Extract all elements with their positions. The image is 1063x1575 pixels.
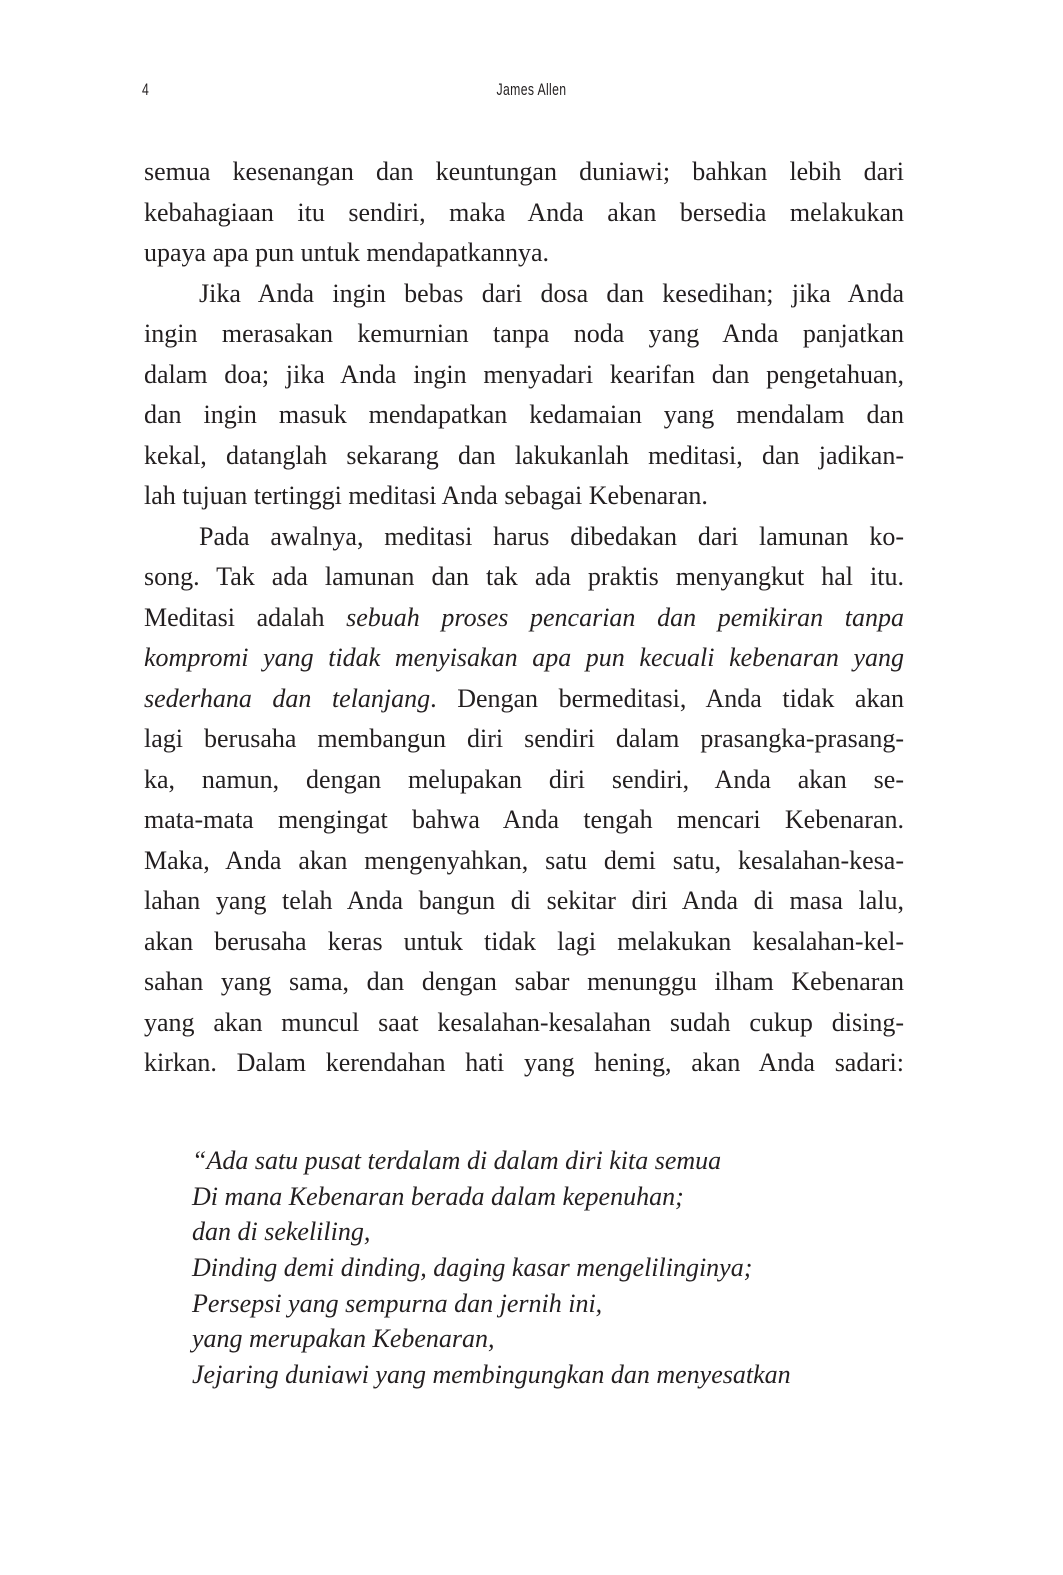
poem-line: Di mana Kebenaran berada dalam kepenuhan; (192, 1181, 684, 1211)
text-run: . Dengan bermeditasi, Anda tidak akan (430, 683, 904, 713)
poem-line: Dinding demi dinding, daging kasar mengelilinginya; (192, 1253, 753, 1283)
text-run: Meditasi adalah (144, 602, 347, 632)
text-line: lagi berusaha membangun diri sendiri dalam prasangka-prasang- (144, 724, 904, 753)
text-line (144, 679, 904, 720)
emphasis-text: kompromi yang tidak menyisakan apa pun kecuali kebenaran yang (144, 643, 904, 672)
text-line: kirkan. Dalam kerendahan hati yang hening, akan Anda sadari: (144, 1048, 904, 1077)
text-line: ka, namun, dengan melupakan diri sendiri, Anda akan se- (144, 764, 904, 794)
text-line (144, 638, 904, 679)
poem-line: Jejaring duniawi yang membingungkan dan menyesatkan (192, 1360, 791, 1390)
text-line: Jika Anda ingin bebas dari dosa dan kesedihan; jika Anda (199, 278, 904, 308)
poem-quote (192, 1143, 892, 1393)
text-line: kekal, datanglah sekarang dan lakukanlah meditasi, dan jadikan- (144, 440, 904, 470)
text-line: song. Tak ada lamunan dan tak ada praktis menyangkut hal itu. (144, 562, 904, 591)
page-number: 4 (142, 80, 150, 99)
text-line: ingin merasakan kemurnian tanpa noda yang Anda panjatkan (144, 319, 904, 348)
text-line: lah tujuan tertinggi meditasi Anda sebagai Kebenaran. (144, 481, 708, 510)
running-head-author: James Allen (496, 80, 567, 99)
text-line: yang akan muncul saat kesalahan-kesalahan sudah cukup dising- (144, 1007, 904, 1037)
text-line: dalam doa; jika Anda ingin menyadari kearifan dan pengetahuan, (144, 359, 904, 389)
text-line: dan ingin masuk mendapatkan kedamaian yang mendalam dan (144, 400, 904, 429)
page-header (0, 80, 1063, 104)
text-line: lahan yang telah Anda bangun di sekitar diri Anda di masa lalu, (144, 886, 904, 915)
body-text (144, 152, 904, 1084)
text-line: semua kesenangan dan keuntungan duniawi; bahkan lebih dari (144, 157, 904, 186)
emphasis-text: sebuah proses pencarian dan pemikiran tanpa (346, 602, 904, 632)
text-line: sahan yang sama, dan dengan sabar menunggu ilham Kebenaran (144, 967, 904, 996)
text-line: Maka, Anda akan mengenyahkan, satu demi satu, kesalahan-kesa- (144, 845, 904, 875)
emphasis-text: sederhana dan telanjang (144, 683, 431, 713)
text-line: kebahagiaan itu sendiri, maka Anda akan bersedia melakukan (144, 197, 904, 227)
poem-line: “Ada satu pusat terdalam di dalam diri kita semua (192, 1146, 722, 1175)
text-line: Pada awalnya, meditasi harus dibedakan dari lamunan ko- (199, 521, 904, 551)
text-line: akan berusaha keras untuk tidak lagi melakukan kesalahan-kel- (144, 926, 904, 956)
poem-line: dan di sekeliling, (192, 1217, 371, 1247)
text-line: upaya apa pun untuk mendapatkannya. (144, 238, 550, 267)
poem-line: Persepsi yang sempurna dan jernih ini, (192, 1288, 603, 1318)
text-line (144, 598, 904, 639)
poem-line: yang merupakan Kebenaran, (192, 1324, 495, 1354)
text-line: mata-mata mengingat bahwa Anda tengah mencari Kebenaran. (144, 805, 904, 834)
